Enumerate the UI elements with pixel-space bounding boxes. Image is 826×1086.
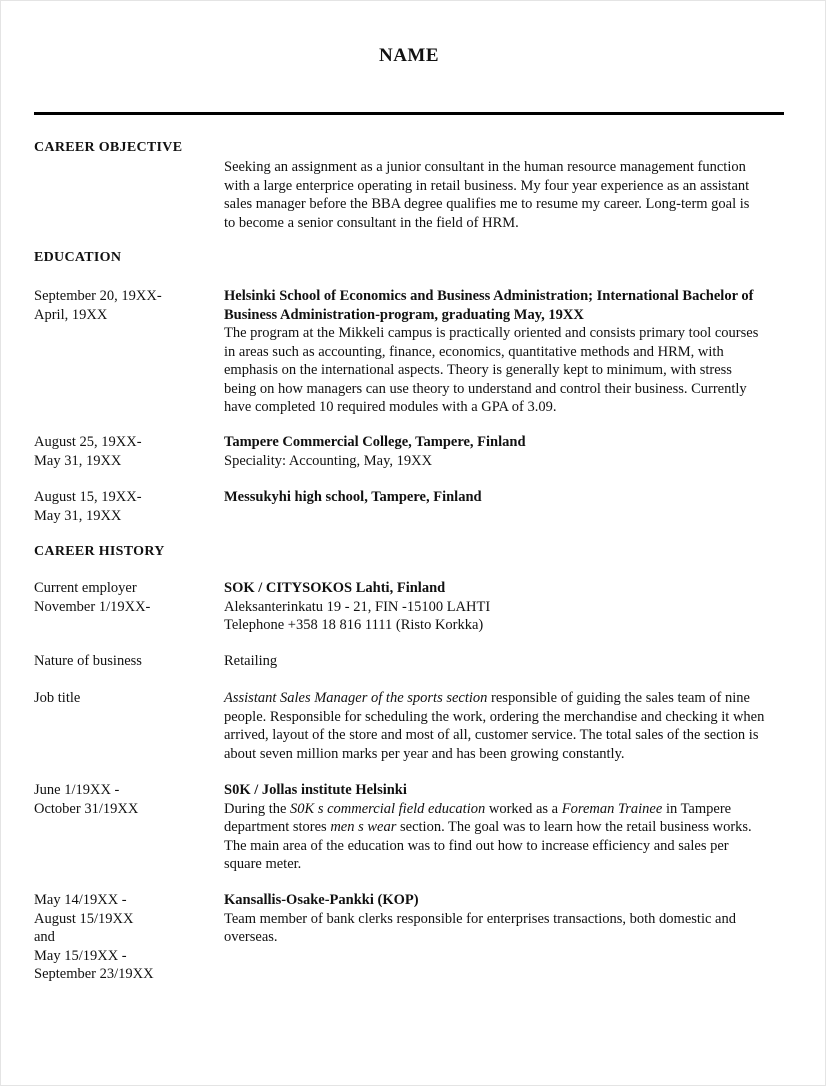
education-desc-line: Speciality: Accounting, May, 19XX xyxy=(224,452,433,469)
italic-fragment: Foreman Trainee xyxy=(561,800,663,817)
current-employer-entry xyxy=(224,579,789,635)
job-title-entry xyxy=(224,689,789,763)
education-dates-tampere xyxy=(34,433,214,470)
jollas-desc-line: square meter. xyxy=(224,856,302,872)
label-line: Current employer xyxy=(34,580,137,596)
job-desc-line: about seven million marks per year and has been growing constantly. xyxy=(224,745,625,762)
career-history-heading: CAREER HISTORY xyxy=(34,544,165,559)
resume-name: NAME xyxy=(378,45,440,66)
institution-title: Helsinki School of Economics and Business Administration; International Bachelor of xyxy=(224,288,754,304)
text-fragment: During the xyxy=(224,800,291,817)
date-line: May 15/19XX - xyxy=(34,947,127,964)
date-line: October 31/19XX xyxy=(34,800,139,817)
kop-entry xyxy=(224,891,789,947)
objective-line: to become a senior consultant in the field of HRM. xyxy=(224,214,519,231)
date-line: and xyxy=(34,929,55,945)
label-line: November 1/19XX- xyxy=(34,598,151,615)
objective-line: Seeking an assignment as a junior consultant in the human resource management function xyxy=(224,159,746,175)
nature-of-business-label: Nature of business xyxy=(34,653,142,669)
text-fragment: department stores xyxy=(224,819,331,835)
education-desc-line: The program at the Mikkeli campus is practically oriented and consists primary tool courses xyxy=(224,325,759,341)
education-entry-tampere xyxy=(224,433,789,470)
job-title-label: Job title xyxy=(34,690,81,706)
date-line: May 31, 19XX xyxy=(34,507,122,524)
career-objective-text xyxy=(224,158,789,232)
education-desc-line: in areas such as accounting, finance, economics, quantitative methods and HRM, with xyxy=(224,343,724,360)
job-desc-line: arrived, layout of the store and most of all, customer service. The total sales of the section is xyxy=(224,727,759,743)
career-objective-heading: CAREER OBJECTIVE xyxy=(34,140,183,155)
date-line: September 20, 19XX- xyxy=(34,288,162,304)
kop-desc-line: overseas. xyxy=(224,929,278,945)
employer-name: Kansallis-Osake-Pankki (KOP) xyxy=(224,892,419,908)
jollas-dates xyxy=(34,781,214,818)
kop-desc-line: Team member of bank clerks responsible for enterprises transactions, both domestic and xyxy=(224,910,736,927)
employer-address: Aleksanterinkatu 19 - 21, FIN -15100 LAHTI xyxy=(224,598,491,615)
education-dates-messukyhi xyxy=(34,488,214,525)
job-title: Assistant Sales Manager of the sports section xyxy=(224,690,488,706)
jollas-entry xyxy=(224,781,789,874)
objective-line: sales manager before the BBA degree qualifies me to resume my career. Long-term goal is xyxy=(224,196,750,212)
job-desc-line xyxy=(224,689,789,708)
employer-name: S0K / Jollas institute Helsinki xyxy=(224,782,407,798)
education-desc-line: have completed 10 required modules with a GPA of 3.09. xyxy=(224,399,557,415)
date-line: August 15, 19XX- xyxy=(34,489,142,505)
objective-line: with a large enterprice operating in retail business. My four year experience as an assistant xyxy=(224,177,750,194)
institution-title: Messukyhi high school, Tampere, Finland xyxy=(224,489,482,505)
education-entry-helsinki xyxy=(224,287,789,417)
date-line: April, 19XX xyxy=(34,306,108,323)
current-employer-label xyxy=(34,579,214,616)
job-desc-line: people. Responsible for scheduling the work, ordering the merchandise and checking it when xyxy=(224,708,765,725)
date-line: August 15/19XX xyxy=(34,910,134,927)
text-fragment: in Tampere xyxy=(662,800,732,817)
institution-title: Business Administration-program, graduating May, 19XX xyxy=(224,306,584,323)
jollas-desc-line: The main area of the education was to find out how to increase efficiency and sales per xyxy=(224,837,729,854)
date-line: August 25, 19XX- xyxy=(34,434,142,450)
employer-phone: Telephone +358 18 816 1111 (Risto Korkka) xyxy=(224,617,484,633)
header-rule xyxy=(34,112,784,115)
job-desc-text: responsible of guiding the sales team of nine xyxy=(487,690,750,706)
text-fragment: worked as a xyxy=(485,800,562,817)
kop-dates xyxy=(34,891,214,984)
education-desc-line: emphasis on the international aspects. Theory is generally kept to minimum, with stress xyxy=(224,362,732,378)
date-line: September 23/19XX xyxy=(34,966,154,982)
jollas-desc-line xyxy=(224,818,789,837)
education-dates-helsinki xyxy=(34,287,214,324)
education-entry-messukyhi xyxy=(224,488,789,507)
education-heading: EDUCATION xyxy=(34,250,122,265)
jollas-desc-line xyxy=(224,800,789,819)
italic-fragment: S0K s commercial field education xyxy=(290,800,486,817)
education-desc-line: being on how managers can use theory to understand and control their business. Currently xyxy=(224,380,747,397)
employer-name: SOK / CITYSOKOS Lahti, Finland xyxy=(224,580,446,596)
date-line: May 14/19XX - xyxy=(34,892,127,908)
institution-title: Tampere Commercial College, Tampere, Finland xyxy=(224,434,526,450)
date-line: May 31, 19XX xyxy=(34,452,122,469)
nature-of-business-value: Retailing xyxy=(224,653,278,669)
italic-fragment: men s wear xyxy=(330,819,397,835)
date-line: June 1/19XX - xyxy=(34,782,120,798)
text-fragment: section. The goal was to learn how the retail business works. xyxy=(396,819,752,835)
